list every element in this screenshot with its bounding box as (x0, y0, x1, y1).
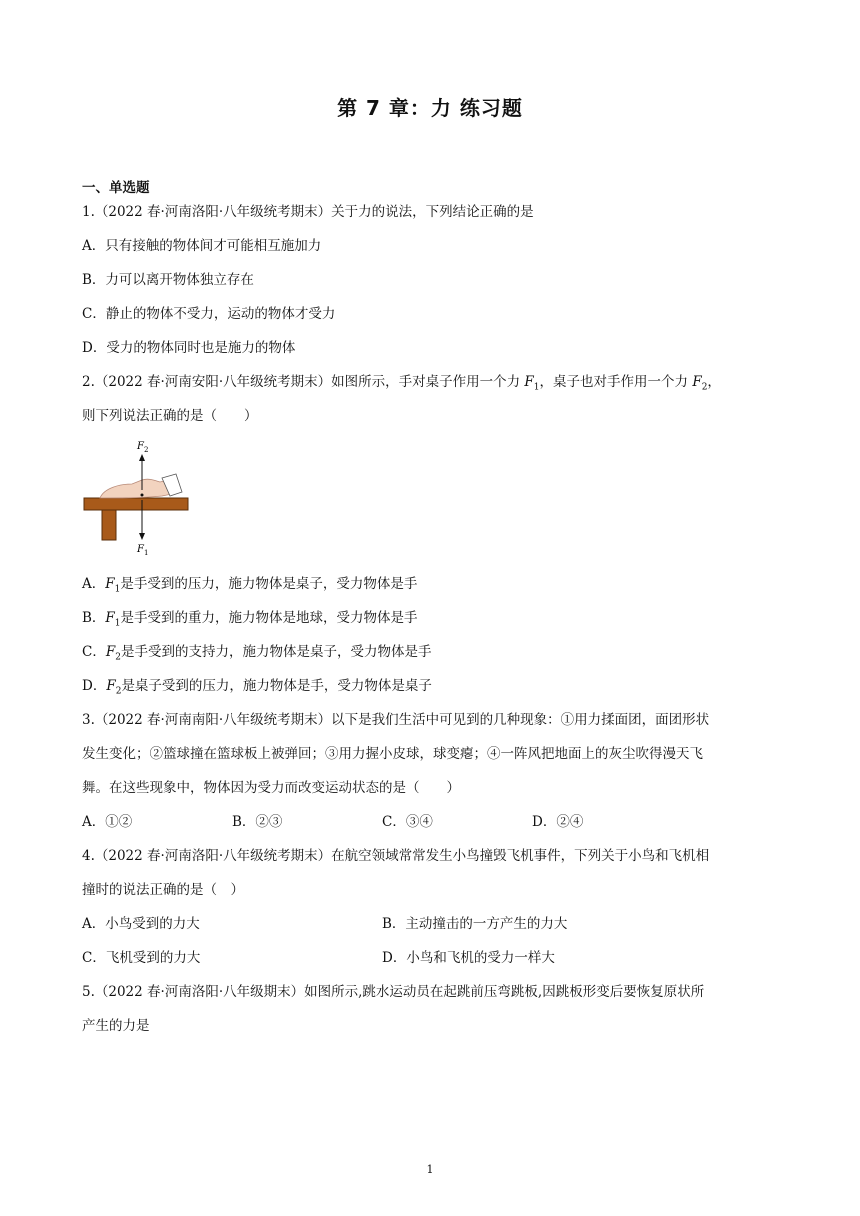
q2-stem-line2: 则下列说法正确的是（ ） (82, 408, 258, 424)
q2-f1-symbol: F (524, 374, 534, 390)
page-title: 第 7 章：力 练习题 (337, 96, 523, 120)
q1-stem: 1.（2022 春·河南洛阳·八年级统考期末）关于力的说法，下列结论正确的是 (82, 204, 534, 220)
q3-option-c: C．③④ (382, 814, 433, 830)
q2-stem-line1 (82, 373, 721, 397)
hand-shape (100, 479, 172, 498)
table-top (84, 498, 188, 510)
q1-option-c: C．静止的物体不受力，运动的物体才受力 (82, 306, 336, 322)
q2-f2-symbol: F (692, 374, 702, 390)
q2-stem-mid: ，桌子也对手作用一个力 (539, 374, 693, 390)
arrowhead-up (139, 454, 145, 461)
q2-option-d: D．$F_2$是桌子受到的压力，施力物体是手，受力物体是桌子 (82, 678, 432, 697)
table-leg (102, 510, 116, 540)
arrowhead-down (139, 533, 145, 540)
q5-line1: 5.（2022 春·河南洛阳·八年级期末）如图所示,跳水运动员在起跳前压弯跳板,因跳板形变后要恢复原状所 (82, 984, 705, 1000)
q2-stem-post: ， (707, 374, 721, 390)
fig-label-top: $F_2$ (137, 441, 149, 454)
q1-option-d: D．受力的物体同时也是施力的物体 (82, 340, 296, 356)
page-number: 1 (426, 1163, 434, 1176)
hand-table-illustration (82, 440, 197, 555)
q2-option-b: B．$F_1$是手受到的重力，施力物体是地球，受力物体是手 (82, 610, 418, 629)
section-heading: 一、单选题 (82, 180, 150, 196)
q3-option-b: B．②③ (232, 814, 283, 830)
q5-line2: 产生的力是 (82, 1018, 150, 1034)
q3-option-d: D．②④ (532, 814, 584, 830)
q3-line3: 舞。在这些现象中，物体因为受力而改变运动状态的是（ ） (82, 780, 460, 796)
q2-option-a: A．$F_1$是手受到的压力，施力物体是桌子，受力物体是手 (82, 576, 418, 595)
q4-option-a: A．小鸟受到的力大 (82, 916, 200, 932)
hand-on-table-figure (82, 440, 197, 555)
q1-option-b: B．力可以离开物体独立存在 (82, 272, 254, 288)
q4-line1: 4.（2022 春·河南洛阳·八年级统考期末）在航空领域常常发生小鸟撞毁飞机事件，下列关于小鸟和飞机相 (82, 848, 710, 864)
q4-option-c: C．飞机受到的力大 (82, 950, 201, 966)
q2-stem-pre: 2.（2022 春·河南安阳·八年级统考期末）如图所示，手对桌子作用一个力 (82, 374, 525, 390)
q4-line2: 撞时的说法正确的是（ ） (82, 882, 244, 898)
q2-f1-subscript: 1 (533, 382, 540, 393)
q3-line1: 3.（2022 春·河南南阳·八年级统考期末）以下是我们生活中可见到的几种现象：①用力揉面团，面团形状 (82, 712, 710, 728)
q3-option-a: A．①② (82, 814, 133, 830)
q2-f2-subscript: 2 (701, 382, 708, 393)
q1-option-a: A．只有接触的物体间才可能相互施加力 (82, 238, 322, 254)
force-point (141, 494, 144, 497)
q3-line2: 发生变化；②篮球撞在篮球板上被弹回；③用力握小皮球，球变瘪；④一阵风把地面上的灰尘吹得漫天飞 (82, 746, 703, 762)
q4-option-d: D．小鸟和飞机的受力一样大 (382, 950, 555, 966)
q4-option-b: B．主动撞击的一方产生的力大 (382, 916, 568, 932)
q2-option-c: C．$F_2$是手受到的支持力，施力物体是桌子，受力物体是手 (82, 644, 432, 663)
fig-label-bottom: $F_1$ (137, 544, 149, 555)
